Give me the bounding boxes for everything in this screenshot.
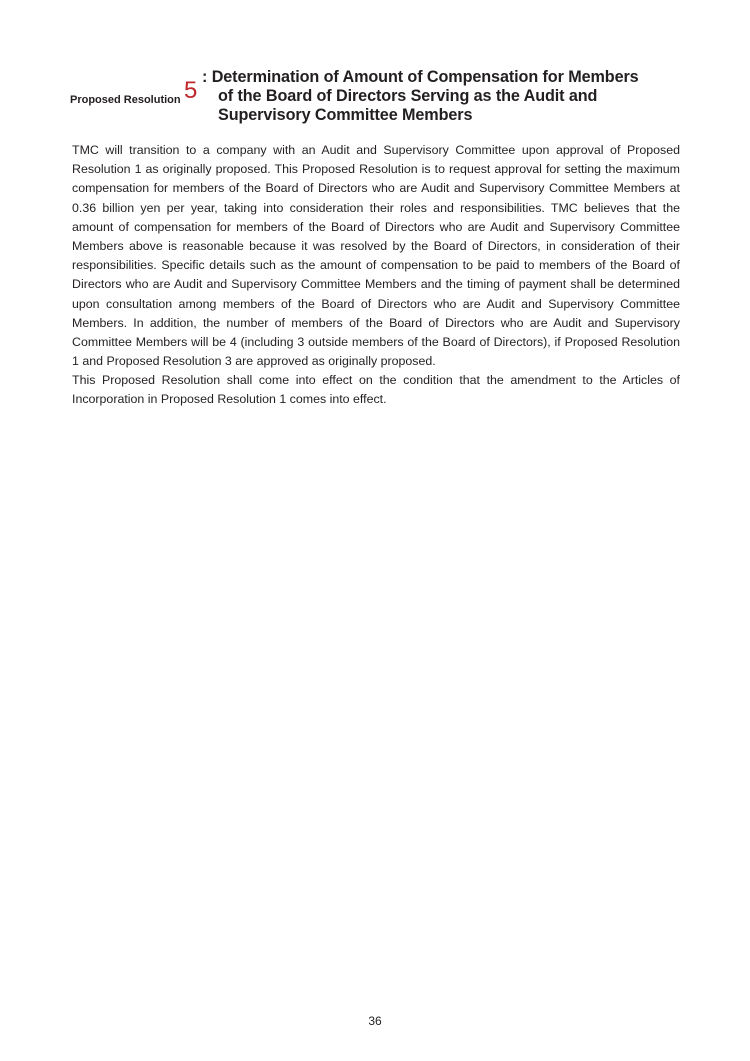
resolution-number: 5 [184,77,198,104]
resolution-label: Proposed Resolution [70,94,181,106]
body-paragraph-1: TMC will transition to a company with an Audit and Supervisory Committee upon approval of Proposed Resolution 1 as originally proposed. This Proposed Resolution is to request approval for setting the maximum compensation for members of the Board of Directors who are Audit and Supervisory Committee Members at 0.36 billion yen per year, taking into consideration their roles and responsibilities. TMC believes that the amount of compensation for members of the Board of Directors who are Audit and Supervisory Committee Members above is reasonable because it was resolved by the Board of Directors, in consideration of their responsibilities. Specific details such as the amount of compensation to be paid to members of the Board of Directors who are Audit and Supervisory Committee Members and the timing of payment shall be determined upon consultation among members of the Board of Directors who are Audit and Supervisory Committee Members. In addition, the number of members of the Board of Directors who are Audit and Supervisory Committee Members will be 4 (including 3 outside members of the Board of Directors), if Proposed Resolution 1 and Proposed Resolution 3 are approved as originally proposed. [72,143,680,369]
resolution-heading [70,68,690,126]
page-number: 36 [368,1014,382,1028]
body-paragraph-2: This Proposed Resolution shall come into effect on the condition that the amendment to the Articles of Incorporation in Proposed Resolution 1 comes into effect. [72,373,680,407]
resolution-title [202,68,702,125]
resolution-title-line-1: : Determination of Amount of Compensation for Members [202,68,639,86]
resolution-title-line-2: of the Board of Directors Serving as the Audit and [218,87,598,105]
resolution-title-line-3: Supervisory Committee Members [218,106,473,124]
